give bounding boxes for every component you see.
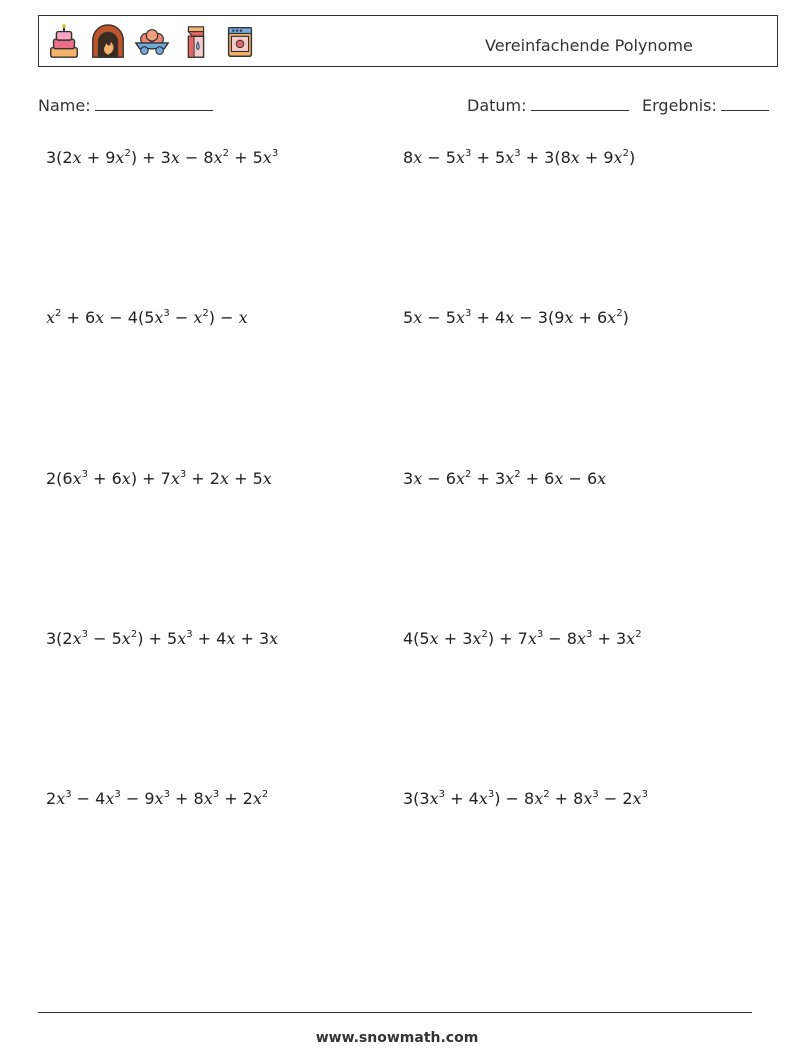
problem-expression: $2x^3 - 4x^3 - 9x^3 + 8x^3 + 2x^2$	[46, 789, 269, 808]
result-field	[642, 94, 769, 115]
problem-expression: $4(5x + 3x^2) + 7x^3 - 8x^3 + 3x^2$	[403, 629, 642, 648]
problem-expression: $2(6x^3 + 6x) + 7x^3 + 2x + 5x$	[46, 469, 272, 488]
date-label: Datum:	[467, 96, 527, 115]
result-blank[interactable]	[721, 94, 769, 111]
footer-divider	[38, 1012, 752, 1013]
problem-expression: $3(2x^3 - 5x^2) + 5x^3 + 4x + 3x$	[46, 629, 279, 648]
milk-carton-icon	[177, 23, 215, 61]
name-blank[interactable]	[95, 94, 213, 111]
problem-expression: $8x - 5x^3 + 5x^3 + 3(8x + 9x^2)$	[403, 148, 636, 167]
icon-row	[45, 22, 259, 62]
footer-site: www.snowmath.com	[315, 1030, 479, 1046]
problem-expression: $3x - 6x^2 + 3x^2 + 6x - 6x$	[403, 469, 607, 488]
eggs-bowl-icon	[133, 23, 171, 61]
date-field	[467, 94, 629, 115]
fireplace-icon	[89, 23, 127, 61]
problem-expression: $3(3x^3 + 4x^3) - 8x^2 + 8x^3 - 2x^3$	[403, 789, 648, 808]
name-label: Name:	[38, 96, 91, 115]
header-box	[38, 15, 778, 67]
problem-expression: $3(2x + 9x^2) + 3x - 8x^2 + 5x^3$	[46, 148, 279, 167]
name-field	[38, 94, 213, 115]
page-title: Vereinfachende Polynome	[485, 36, 693, 55]
cake-icon	[45, 23, 83, 61]
date-blank[interactable]	[531, 94, 629, 111]
problem-expression: $x^2 + 6x - 4(5x^3 - x^2) - x$	[46, 308, 248, 327]
oven-icon	[221, 23, 259, 61]
problem-expression: $5x - 5x^3 + 4x - 3(9x + 6x^2)$	[403, 308, 629, 327]
result-label: Ergebnis:	[642, 96, 717, 115]
